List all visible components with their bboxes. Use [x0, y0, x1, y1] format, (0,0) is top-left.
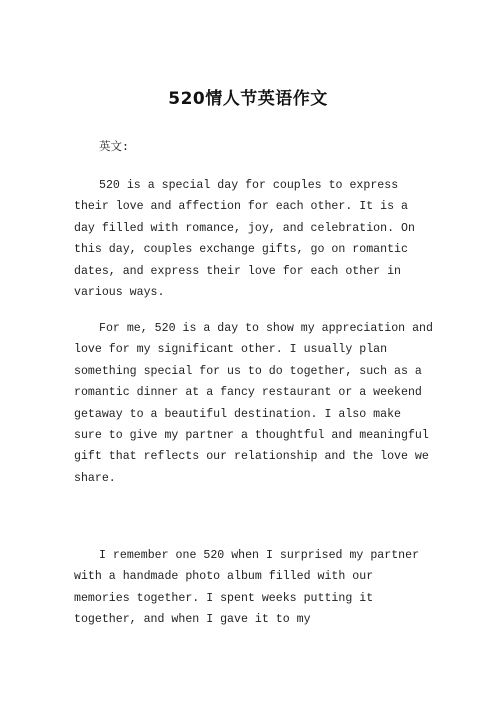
- paragraph-3: I remember one 520 when I surprised my partner with a handmade photo album filled with our memories together. I spent weeks putting it together, and when I gave it to my: [74, 549, 420, 627]
- paragraph-2: For me, 520 is a day to show my appreciation and love for my significant other. I usually plan something special for us to do together, such as a romantic dinner at a fancy restaurant or a weekend getaway to a beautiful destination. I also make sure to give my partner a thoughtful and meaningful gift that reflects our relationship and the love we share.: [74, 322, 433, 485]
- document-title: 520情人节英语作文: [168, 89, 328, 109]
- section-label: 英文:: [99, 139, 129, 153]
- paragraph-1: 520 is a special day for couples to express their love and affection for each other. It is a day filled with romance, joy, and celebration. On this day, couples exchange gifts, go on romantic dates, and express their love for each other in various ways.: [74, 179, 415, 300]
